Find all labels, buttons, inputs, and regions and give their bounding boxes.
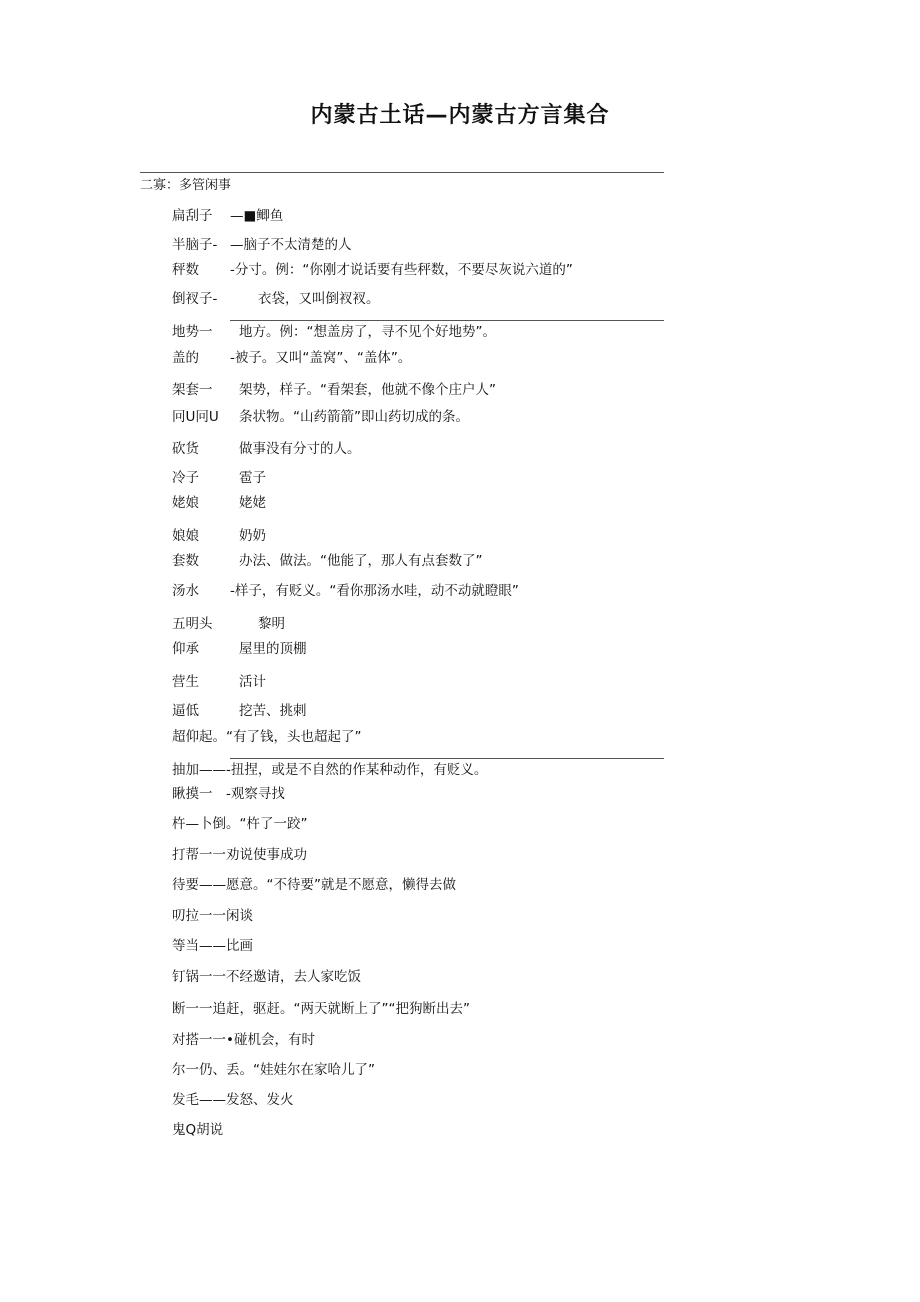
entry-definition: 办法、做法。“他能了，那人有点套数了” bbox=[239, 553, 483, 569]
list-item: 尔一仍、丢。“娃娃尔在家哈儿了” bbox=[172, 1062, 375, 1078]
entry-definition: 条状物。“山药箭箭”即山药切成的条。 bbox=[239, 409, 469, 425]
entry-term: 逼低 bbox=[172, 703, 199, 719]
entry-term: 架套一 bbox=[172, 382, 213, 398]
list-item: 对搭一一•碰机会，有时 bbox=[172, 1032, 315, 1048]
entry-row bbox=[172, 261, 573, 279]
entry-definition: 架势，样子。“看架套，他就不像个庄户人” bbox=[239, 382, 496, 398]
entry-row bbox=[172, 323, 496, 341]
entry-definition: 做事没有分寸的人。 bbox=[239, 441, 361, 457]
page-title: 内蒙古土话—内蒙古方言集合 bbox=[310, 103, 610, 128]
entry-row bbox=[172, 290, 380, 308]
divider-top bbox=[140, 172, 664, 173]
entry-term: 套数 bbox=[172, 553, 199, 569]
entry-term: 仰承 bbox=[172, 641, 199, 657]
entry-row bbox=[172, 615, 285, 633]
entry-term: 秤数 bbox=[172, 262, 199, 278]
entry-row bbox=[172, 702, 307, 720]
entry-row bbox=[172, 582, 519, 600]
list-item: 抽加——-扭捏，或是不自然的作某种动作，有贬义。 bbox=[172, 762, 488, 778]
entry-row bbox=[172, 408, 469, 426]
entry-definition: 挖苦、挑刺 bbox=[239, 703, 307, 719]
list-item: 打帮一一劝说使事成功 bbox=[172, 847, 307, 863]
list-item: 等当——比画 bbox=[172, 938, 253, 954]
list-item: 超仰起。“有了钱，头也超起了” bbox=[172, 729, 362, 745]
section-header: 二寡：多管闲事 bbox=[140, 178, 232, 193]
entry-term: 地势一 bbox=[172, 324, 213, 340]
entry-definition: —■鲫鱼 bbox=[230, 208, 284, 224]
divider bbox=[230, 758, 664, 759]
entry-row bbox=[172, 640, 307, 658]
entry-definition: 雹子 bbox=[239, 470, 266, 486]
entry-definition: -样子，有贬义。“看你那汤水哇，动不动就瞪眼” bbox=[230, 583, 519, 599]
entry-definition: 活计 bbox=[239, 674, 266, 690]
entry-row bbox=[172, 469, 266, 487]
entry-row bbox=[172, 494, 266, 512]
entry-row bbox=[172, 207, 283, 225]
entry-term: 砍货 bbox=[172, 441, 199, 457]
entry-row bbox=[172, 236, 352, 254]
list-item: 鬼Q胡说 bbox=[172, 1122, 224, 1138]
list-item: 待要——愿意。“不待要”就是不愿意，懒得去做 bbox=[172, 877, 456, 893]
entry-term: 扁刮子 bbox=[172, 208, 213, 224]
entry-definition: 衣袋，又叫倒衩衩。 bbox=[258, 291, 380, 307]
list-item: 瞅摸一 -观察寻找 bbox=[172, 786, 285, 802]
entry-row bbox=[172, 673, 266, 691]
entry-term: 冷子 bbox=[172, 470, 199, 486]
entry-term: 五明头 bbox=[172, 616, 213, 632]
list-item: 钉锅一一不经邀请，去人家吃饭 bbox=[172, 969, 361, 985]
list-item: 断一一追赶，驱赶。“两天就断上了”“把狗断出去” bbox=[172, 1001, 470, 1017]
entry-definition: —脑子不太清楚的人 bbox=[230, 237, 352, 253]
entry-row bbox=[172, 381, 496, 399]
entry-row bbox=[172, 349, 411, 367]
entry-definition: 奶奶 bbox=[239, 528, 266, 544]
entry-definition: 黎明 bbox=[258, 616, 285, 632]
entry-definition: -被子。又叫“盖窝”、“盖体”。 bbox=[230, 350, 412, 366]
entry-term: 姥娘 bbox=[172, 495, 199, 511]
entry-definition: 姥姥 bbox=[239, 495, 266, 511]
entry-term: 营生 bbox=[172, 674, 199, 690]
entry-term: 娘娘 bbox=[172, 528, 199, 544]
list-item: 发毛——发怒、发火 bbox=[172, 1092, 294, 1108]
entry-definition: -分寸。例：“你刚才说话要有些秤数，不要尽灰说六道的” bbox=[230, 262, 573, 278]
entry-term: 倒衩子- bbox=[172, 291, 218, 307]
entry-term: 半脑子- bbox=[172, 237, 218, 253]
entry-term: 冋U冋U bbox=[172, 409, 219, 425]
divider bbox=[230, 320, 664, 321]
entry-term: 汤水 bbox=[172, 583, 199, 599]
entry-row bbox=[172, 440, 361, 458]
entry-definition: 屋里的顶棚 bbox=[239, 641, 307, 657]
list-item: 叨拉一一闲谈 bbox=[172, 908, 253, 924]
list-item: 杵—卜倒。“杵了一跤” bbox=[172, 816, 308, 832]
entry-term: 盖的 bbox=[172, 350, 199, 366]
entry-row bbox=[172, 552, 483, 570]
entry-definition: 地方。例：“想盖房了，寻不见个好地势”。 bbox=[239, 324, 496, 340]
entry-row bbox=[172, 527, 266, 545]
